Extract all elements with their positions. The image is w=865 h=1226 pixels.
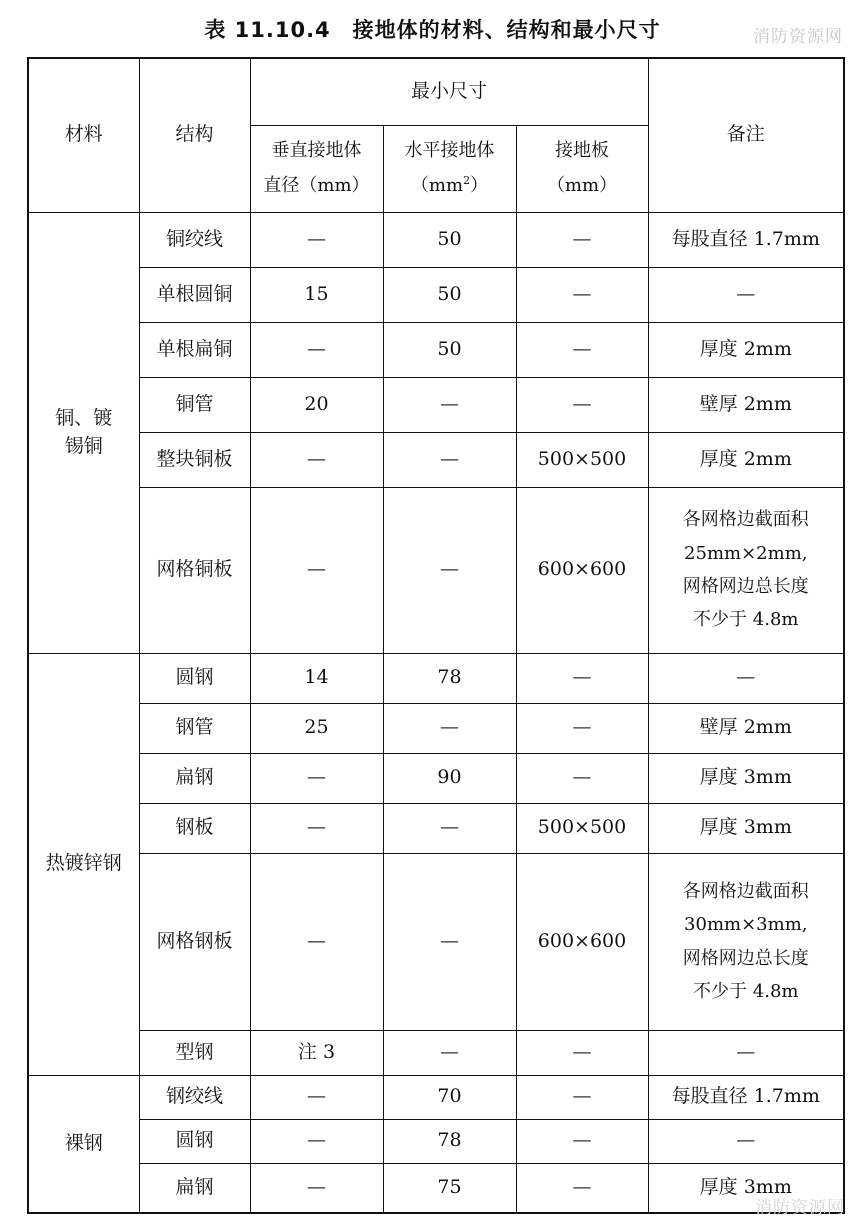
header-horizontal-line2: $(mm^2)$ [410, 173, 489, 196]
plate-cell: — [516, 703, 648, 753]
structure-cell: 钢板 [139, 803, 250, 853]
material-cell: 铜、镀 锡铜 [28, 212, 139, 653]
table-row [28, 703, 844, 753]
header-horizontal [383, 125, 516, 212]
vertical-cell: — [250, 803, 383, 853]
structure-cell: 圆钢 [139, 1119, 250, 1163]
vertical-cell: — [250, 853, 383, 1030]
table-row [28, 653, 844, 703]
plate-cell: — [516, 753, 648, 803]
header-vertical-line2: 直径（mm） [263, 174, 370, 196]
table-caption: 接地体的材料、结构和最小尺寸 [352, 18, 661, 42]
plate-cell: 600×600 [516, 487, 648, 653]
table-row [28, 212, 844, 267]
horizontal-cell: — [383, 853, 516, 1030]
plate-cell: — [516, 267, 648, 322]
horizontal-cell: 90 [383, 753, 516, 803]
horizontal-cell: — [383, 432, 516, 487]
remark-cell: 厚度 2mm [648, 432, 844, 487]
vertical-cell: — [250, 322, 383, 377]
remark-cell: 厚度 3mm [648, 1163, 844, 1213]
material-cell: 热镀锌钢 [28, 653, 139, 1075]
horizontal-cell: — [383, 803, 516, 853]
horizontal-cell: 70 [383, 1075, 516, 1119]
vertical-cell: 15 [250, 267, 383, 322]
horizontal-cell: — [383, 487, 516, 653]
remark-cell: 厚度 3mm [648, 803, 844, 853]
header-horizontal-line1: 水平接地体 [404, 140, 495, 162]
horizontal-cell: 50 [383, 212, 516, 267]
table-row [28, 432, 844, 487]
horizontal-cell: 75 [383, 1163, 516, 1213]
horizontal-cell: — [383, 703, 516, 753]
structure-cell: 铜管 [139, 377, 250, 432]
structure-cell: 网格钢板 [139, 853, 250, 1030]
header-material: 材料 [28, 58, 139, 212]
vertical-cell: 20 [250, 377, 383, 432]
table-row [28, 753, 844, 803]
plate-cell: — [516, 212, 648, 267]
remark-cell: 各网格边截面积 30mm×3mm, 网格网边总长度 不少于 4.8m [648, 853, 844, 1030]
horizontal-cell: 50 [383, 322, 516, 377]
plate-cell: — [516, 322, 648, 377]
plate-cell: — [516, 653, 648, 703]
remark-cell: 厚度 2mm [648, 322, 844, 377]
header-min-size: 最小尺寸 [250, 58, 648, 125]
remark-cell: 各网格边截面积 25mm×2mm, 网格网边总长度 不少于 4.8m [648, 487, 844, 653]
vertical-cell: — [250, 212, 383, 267]
remark-cell: — [648, 267, 844, 322]
table-number: 表 11.10.4 [204, 18, 331, 42]
structure-cell: 单根圆铜 [139, 267, 250, 322]
vertical-cell: — [250, 1119, 383, 1163]
vertical-cell: — [250, 1163, 383, 1213]
remark-cell: 每股直径 1.7mm [648, 1075, 844, 1119]
structure-cell: 扁钢 [139, 1163, 250, 1213]
remark-cell: — [648, 1119, 844, 1163]
horizontal-cell: 78 [383, 653, 516, 703]
header-structure: 结构 [139, 58, 250, 212]
table-title [0, 14, 865, 44]
header-plate-line1: 接地板 [555, 140, 609, 162]
horizontal-cell: 50 [383, 267, 516, 322]
horizontal-cell: 78 [383, 1119, 516, 1163]
remark-cell: 每股直径 1.7mm [648, 212, 844, 267]
structure-cell: 网格铜板 [139, 487, 250, 653]
vertical-cell: — [250, 1075, 383, 1119]
remark-cell: 壁厚 2mm [648, 703, 844, 753]
remark-cell: 壁厚 2mm [648, 377, 844, 432]
remark-cell: — [648, 1030, 844, 1075]
plate-cell: 500×500 [516, 432, 648, 487]
plate-cell: — [516, 377, 648, 432]
structure-cell: 钢绞线 [139, 1075, 250, 1119]
plate-cell: 500×500 [516, 803, 648, 853]
table-row [28, 1030, 844, 1075]
table-row [28, 1119, 844, 1163]
table-row [28, 377, 844, 432]
vertical-cell: — [250, 487, 383, 653]
horizontal-cell: — [383, 377, 516, 432]
vertical-cell: — [250, 432, 383, 487]
table-row [28, 803, 844, 853]
header-vertical-line1: 垂直接地体 [271, 140, 362, 162]
table-row [28, 487, 844, 653]
remark-cell: — [648, 653, 844, 703]
table-row [28, 267, 844, 322]
structure-cell: 单根扁铜 [139, 322, 250, 377]
structure-cell: 圆钢 [139, 653, 250, 703]
header-row [28, 58, 844, 125]
plate-cell: 600×600 [516, 853, 648, 1030]
plate-cell: — [516, 1163, 648, 1213]
remark-cell: 厚度 3mm [648, 753, 844, 803]
watermark: 消防资源网 [753, 27, 843, 47]
structure-cell: 整块铜板 [139, 432, 250, 487]
structure-cell: 扁钢 [139, 753, 250, 803]
plate-cell: — [516, 1119, 648, 1163]
header-plate [516, 125, 648, 212]
plate-cell: — [516, 1075, 648, 1119]
structure-cell: 型钢 [139, 1030, 250, 1075]
header-remark: 备注 [648, 58, 844, 212]
grounding-materials-table [27, 57, 845, 1214]
structure-cell: 钢管 [139, 703, 250, 753]
watermark-bottom: 消防资源网 [755, 1198, 845, 1218]
header-vertical [250, 125, 383, 212]
material-cell: 裸钢 [28, 1075, 139, 1213]
vertical-cell: 14 [250, 653, 383, 703]
vertical-cell: — [250, 753, 383, 803]
table-row [28, 322, 844, 377]
table-row [28, 1075, 844, 1119]
header-plate-line2: （mm） [546, 174, 618, 196]
table-row [28, 1163, 844, 1213]
structure-cell: 铜绞线 [139, 212, 250, 267]
horizontal-cell: — [383, 1030, 516, 1075]
vertical-cell: 注 3 [250, 1030, 383, 1075]
plate-cell: — [516, 1030, 648, 1075]
table-row [28, 853, 844, 1030]
vertical-cell: 25 [250, 703, 383, 753]
